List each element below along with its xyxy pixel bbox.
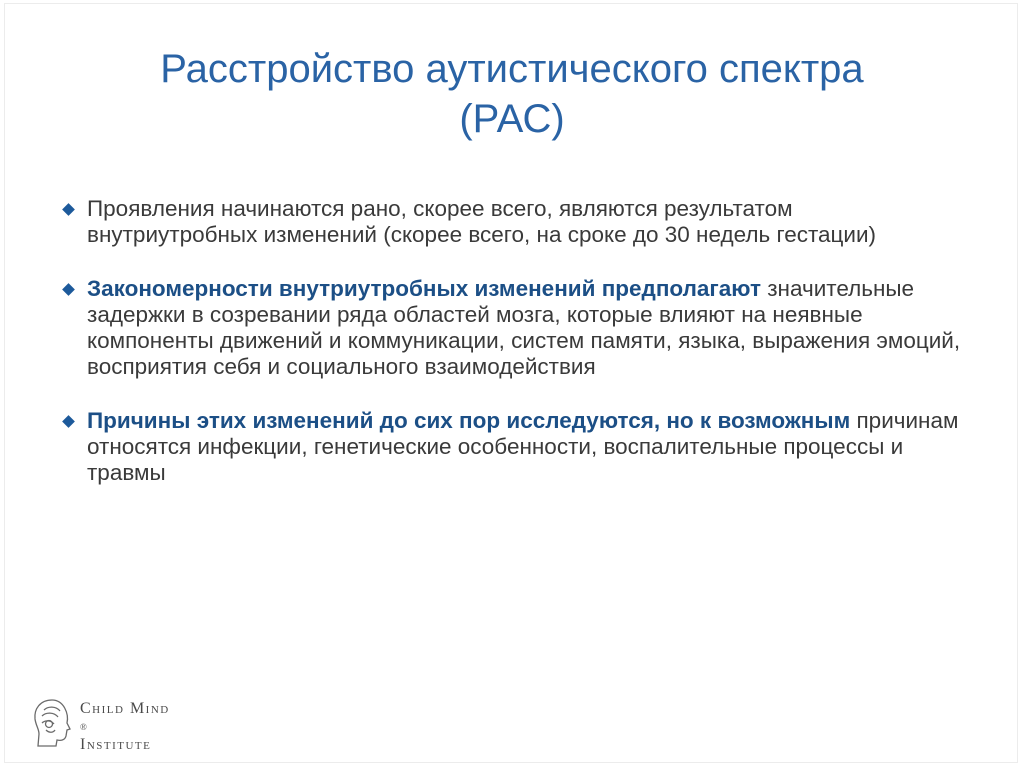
slide-title [60,44,964,144]
logo-line-2: Institute [80,736,152,753]
bullet-text: Проявления начинаются рано, скорее всего, являются результатом внутриутробных изменений (скорее всего, на сроке до 30 недель гестации) [87,196,877,247]
bullet-item-3 [62,408,962,486]
diamond-bullet-icon [62,203,75,216]
bullet-list [62,196,962,514]
logo-line-1: Child Mind ® [80,700,170,736]
diamond-bullet-icon [62,415,75,428]
logo-wordmark [80,700,170,754]
bullet-item-1 [62,196,962,248]
title-line-2: (РАС) [459,97,565,141]
registered-mark: ® [80,722,87,732]
child-mind-institute-logo [30,690,230,760]
bullet-text: причинам относятся инфекции, генетические особенности, воспалительные процессы и травмы [87,408,959,485]
title-line-1: Расстройство аутистического спектра [160,47,864,91]
diamond-bullet-icon [62,283,75,296]
child-head-profile-icon [30,696,74,750]
bullet-text: значительные задержки в созревании ряда областей мозга, которые влияют на неявные компоненты движений и коммуникации, систем памяти, языка, выражения эмоций, восприятия себя и социального взаимодействия [87,276,961,379]
bullet-bold-lead: Причины этих изменений до сих пор исследуются, но к возможным [87,408,857,433]
bullet-bold-lead: Закономерности внутриутробных изменений предполагают [87,276,768,301]
bullet-item-2 [62,276,962,380]
